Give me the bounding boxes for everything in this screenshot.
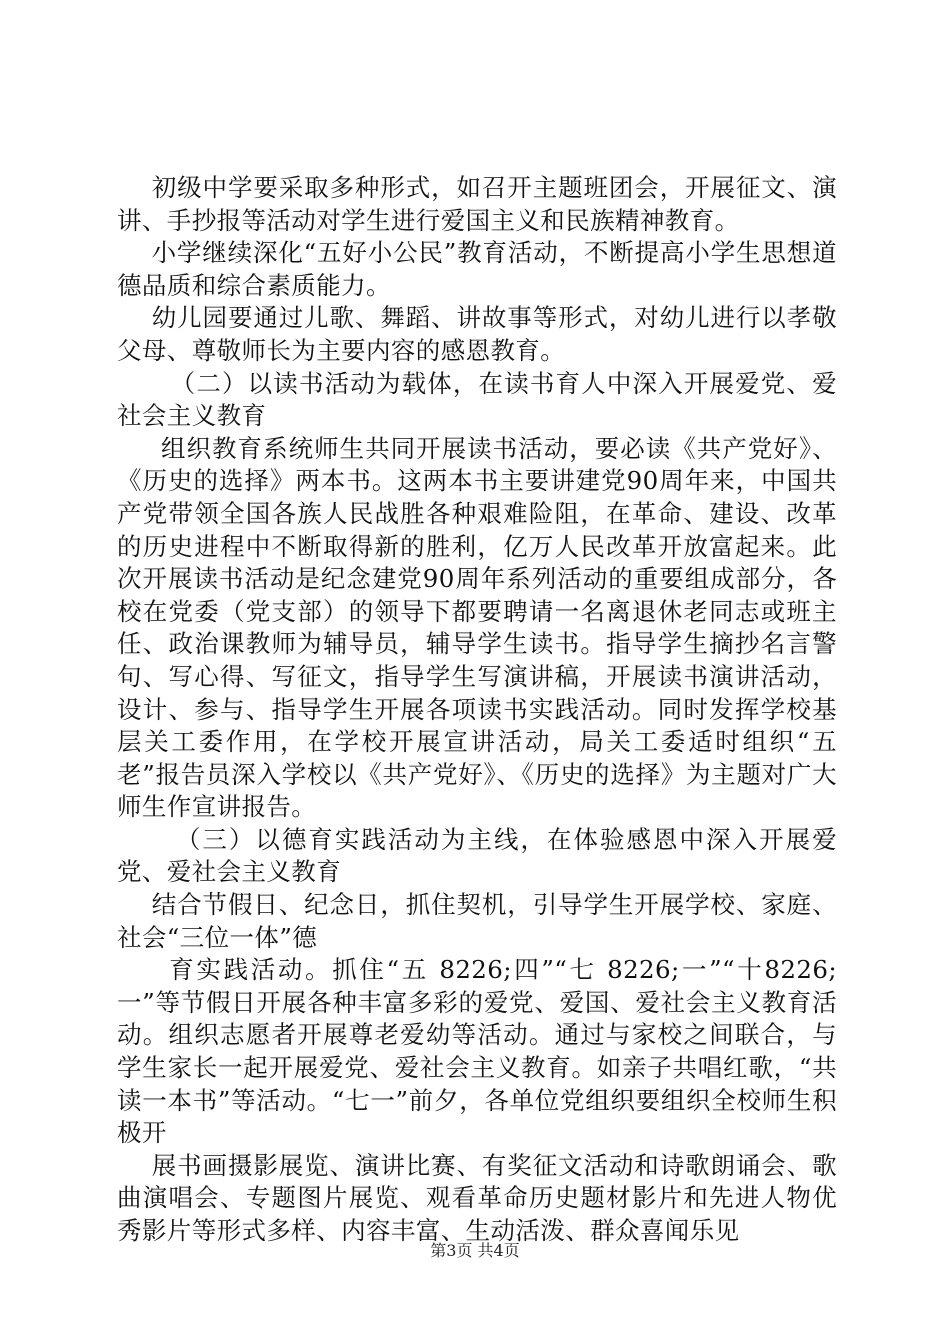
paragraph-holidays: 结合节假日、纪念日，抓住契机，引导学生开展学校、家庭、社会“三位一体”德 <box>117 890 837 952</box>
paragraph-exhibitions: 展书画摄影展览、演讲比赛、有奖征文活动和诗歌朗诵会、歌曲演唱会、专题图片展览、观看革命历史题材影片和先进人物优秀影片等形式多样、内容丰富、生动活泼、群众喜闻乐见 <box>117 1150 837 1245</box>
paragraph-junior-high: 初级中学要采取多种形式，如召开主题班团会，开展征文、演讲、手抄报等活动对学生进行爱国主义和民族精神教育。 <box>117 173 837 235</box>
section-heading-reading: （二）以读书活动为载体，在读书育人中深入开展爱党、爱社会主义教育 <box>117 368 837 431</box>
paragraph-primary-school: 小学继续深化“五好小公民”教育活动，不断提高小学生思想道德品质和综合素质能力。 <box>117 238 837 300</box>
paragraph-practice-activities: 育实践活动。抓住“五 8226;四”“七 8226;一”“十8226;一”等节假日开展各种丰富多彩的爱党、爱国、爱社会主义教育活动。组织志愿者开展尊老爱幼等活动。通过与家校之间联合，与学生家长一起开展爱党、爱社会主义教育。如亲子共唱红歌，“共读一本书”等活动。“七一”前夕，各单位党组织要组织全校师生积极开 <box>117 955 837 1148</box>
section-heading-moral-practice: （三）以德育实践活动为主线，在体验感恩中深入开展爱党、爱社会主义教育 <box>117 824 837 887</box>
page-footer: 第3页 共4页 <box>430 1241 520 1260</box>
paragraph-kindergarten: 幼儿园要通过儿歌、舞蹈、讲故事等形式，对幼儿进行以孝敬父母、尊敬师长为主要内容的感恩教育。 <box>117 303 837 365</box>
paragraph-reading-activities: 组织教育系统师生共同开展读书活动，要必读《共产党好》、《历史的选择》两本书。这两本书主要讲建党90周年来，中国共产党带领全国各族人民战胜各种艰难险阻，在革命、建设、改革的历史进程中不断取得新的胜利，亿万人民改革开放富起来。此次开展读书活动是纪念建党90周年系列活动的重要组成部分，各校在党委（党支部）的领导下都要聘请一名离退休老同志或班主任、政治课教师为辅导员，辅导学生读书。指导学生摘抄名言警句、写心得、写征文，指导学生写演讲稿，开展读书演讲活动，设计、参与、指导学生开展各项读书实践活动。同时发挥学校基层关工委作用，在学校开展宣讲活动，局关工委适时组织“五老”报告员深入学校以《共产党好》、《历史的选择》为主题对广大师生作宣讲报告。 <box>117 433 837 822</box>
document-body <box>117 172 837 1248</box>
